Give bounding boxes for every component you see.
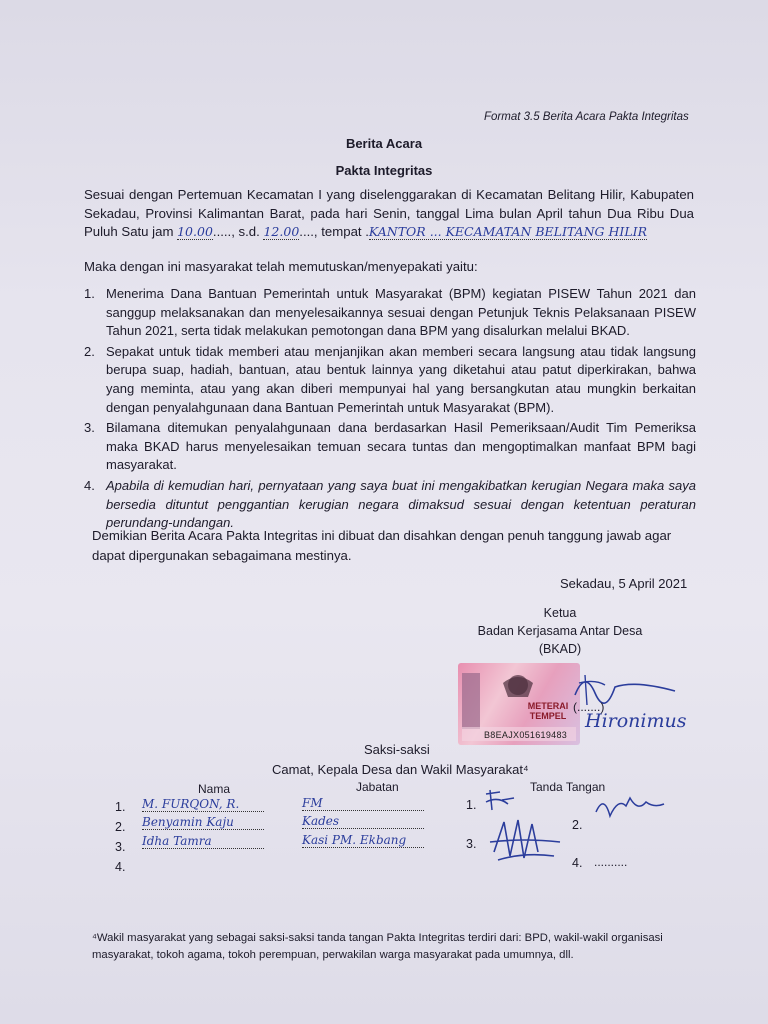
col-name-header: Nama	[198, 782, 231, 796]
row-number: 1.	[115, 800, 126, 814]
signatory-role: Ketua	[543, 606, 577, 620]
signatory-name-paren: (.......)	[573, 700, 605, 714]
witness-name: Idha Tamra	[142, 834, 264, 849]
revenue-stamp	[458, 663, 580, 745]
sign-dots: ..........	[594, 855, 628, 869]
intro-text-a: Sesuai dengan Pertemuan Kecamatan I yang diselenggarakan di Kecamatan Belitang Hilir, Kabupaten Sekadau, Provinsi Kalimantan Barat, pada hari Senin, tanggal Lima bulan April tahun Dua Ribu Dua Puluh Satu jam	[84, 187, 694, 239]
col-sign-header: Tanda Tangan	[530, 780, 606, 794]
witness-position: Kades	[302, 814, 424, 829]
witness-position: FM	[302, 796, 424, 811]
document-subtitle: Pakta Integritas	[335, 163, 433, 178]
closing-paragraph: Demikian Berita Acara Pakta Integritas ini dibuat dan disahkan dengan penuh tanggung jawab agar dapat dipergunakan sebagaimana mestinya.	[92, 528, 672, 563]
sd-value: 12.00	[263, 224, 300, 239]
format-label: Format 3.5 Berita Acara Pakta Integritas	[484, 111, 689, 123]
stamp-serial: B8EAJX051619483	[484, 730, 568, 740]
intro-text-c: ...., tempat .	[299, 224, 369, 239]
document-title: Berita Acara	[345, 136, 423, 151]
list-item	[84, 343, 696, 417]
place-date: Sekadau, 5 April 2021	[560, 576, 688, 591]
item-number: 2.	[84, 343, 95, 359]
sign-number: 4.	[572, 856, 583, 870]
signatory-org: Badan Kerjasama Antar Desa	[477, 624, 643, 638]
footnote: ⁴Wakil masyarakat yang sebagai saksi-saksi tanda tangan Pakta Integritas terdiri dari: BPD, wakil-wakil organisasi masyarakat, tokoh agama, tokoh perempuan, perwakilan warga masyarakat pada umumnya, dll.	[92, 932, 663, 961]
signatory-block	[450, 604, 670, 658]
witness-name: Benyamin Kaju	[142, 815, 264, 830]
sign-number: 2.	[572, 818, 583, 832]
item-text: Menerima Dana Bantuan Pemerintah untuk Masyarakat (BPM) kegiatan PISEW Tahun 2021 dan sanggup melaksanakan dan menyelesaikannya sesuai dengan Petunjuk Teknis Pelaksanaan PISEW Tahun 2021, serta tidak melakukan pemotongan dana BPM yang disalurkan melalui BKAD.	[106, 286, 696, 339]
decision-intro: Maka dengan ini masyarakat telah memutuskan/menyepakati yaitu:	[84, 259, 478, 274]
tempat-value: KANTOR ... KECAMATAN BELITANG HILIR	[368, 224, 647, 239]
witness-name: M. FURQON, R.	[142, 797, 264, 812]
witness-signature-2-icon	[590, 792, 670, 826]
item-text: Apabila di kemudian hari, pernyataan yang saya buat ini mengakibatkan kerugian Negara maka saya bersedia dituntut penggantian kerugian negara dimaksud sesuai dengan ketentuan peraturan perundang-undangan.	[106, 477, 696, 531]
jam-value: 10.00	[177, 224, 213, 239]
row-number: 2.	[115, 820, 126, 834]
list-item	[84, 285, 696, 341]
witness-signature-1-icon	[480, 786, 520, 814]
intro-paragraph	[84, 186, 694, 242]
row-number: 4.	[115, 860, 126, 874]
item-number: 1.	[84, 286, 95, 301]
sign-number: 1.	[466, 798, 477, 812]
stamp-label: METERAI TEMPEL	[527, 701, 569, 721]
item-text: Sepakat untuk tidak memberi atau menjanjikan akan memberi secara langsung atau tidak langsung berupa suap, hadiah, bantuan, atau bentuk lainnya yang diketahui atau patut diperkirakan, bahwa yang meminta, atau yang akan diberi mempunyai hal yang bersangkutan atau mungkin berkaitan dengan penyalahgunaan dana Bantuan Pemerintah untuk Masyarakat (BPM).	[106, 343, 696, 415]
sign-number: 3.	[466, 837, 477, 851]
intro-text-b: ....., s.d.	[212, 224, 264, 239]
signatory-name: Hironimus	[585, 710, 687, 732]
item-text: Bilamana ditemukan penyalahgunaan dana berdasarkan Hasil Pemeriksaan/Audit Tim Pemeriksa maka BKAD harus menyelesaikan temuan secara tuntas dan mengoptimalkan manfaat BPM bagi masyarakat.	[106, 420, 696, 473]
witness-subheading: Camat, Kepala Desa dan Wakil Masyarakat⁴	[272, 762, 529, 777]
witness-signature-3-icon	[484, 812, 564, 872]
witness-position: Kasi PM. Ekbang	[302, 833, 424, 848]
witness-heading: Saksi-saksi	[364, 742, 430, 757]
agreement-list	[84, 285, 696, 535]
list-item	[84, 477, 696, 533]
item-number: 4.	[84, 477, 95, 493]
list-item	[84, 419, 696, 475]
row-number: 3.	[115, 840, 126, 854]
item-number: 3.	[84, 420, 95, 436]
col-position-header: Jabatan	[356, 780, 399, 794]
signatory-org-abbr: (BKAD)	[538, 642, 582, 656]
